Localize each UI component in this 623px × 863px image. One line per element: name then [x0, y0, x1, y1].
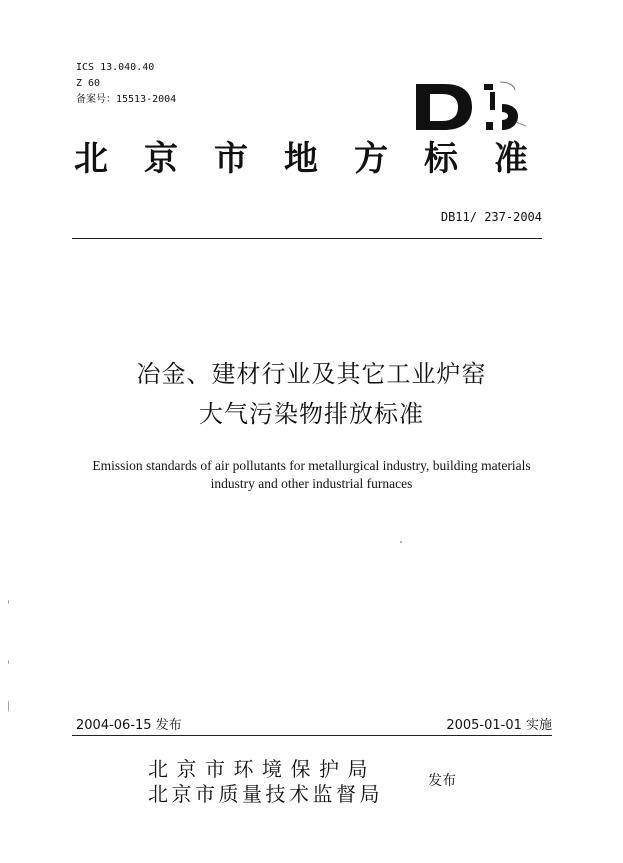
db-logo [412, 76, 530, 138]
title-en-line1: Emission standards of air pollutants for metallurgical industry, building materials [92, 458, 531, 473]
title-en-line2: industry and other industrial furnaces [210, 476, 413, 491]
divider-top [72, 238, 542, 239]
record-number: 备案号：15513-2004 [76, 94, 177, 105]
implementation-date: 2005-01-01 实施 [446, 718, 552, 733]
publisher-line1: 北京市环境保护局 [148, 757, 376, 781]
divider-bottom [72, 735, 552, 736]
scan-speck [8, 660, 9, 664]
issue-date: 2004-06-15 发布 [76, 718, 182, 733]
scan-speck [8, 700, 9, 712]
scan-speck [400, 541, 402, 543]
standard-number: DB11/ 237-2004 [440, 210, 542, 224]
release-label: 发布 [428, 773, 456, 789]
z-code: Z 60 [76, 78, 101, 89]
title-cn-line1: 冶金、建材行业及其它工业炉窑 [136, 360, 487, 388]
scan-speck [8, 600, 9, 604]
title-cn-line2: 大气污染物排放标准 [199, 400, 424, 428]
standard-type: 北京市地方标准 [74, 139, 564, 179]
ics-code: ICS 13.040.40 [76, 62, 155, 73]
publisher-line2: 北京市质量技术监督局 [148, 782, 383, 806]
